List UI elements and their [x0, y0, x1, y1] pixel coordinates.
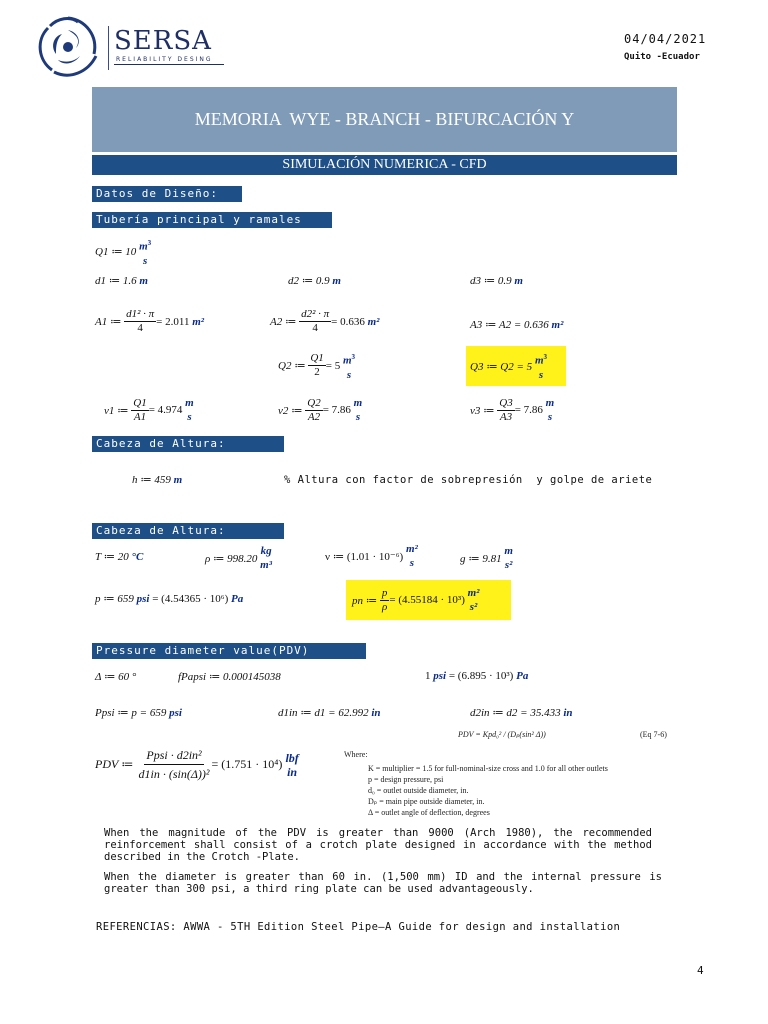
eq-v1: v1 ≔ $\frac{Q1}{A1}$ = 4.974 m s [104, 396, 194, 423]
paragraph-pdv-reinforcement: When the magnitude of the PDV is greater than 9000 (Arch 1980), the recommended reinforcement shall consist of a crotch plate designed in accordance with the method described in the Crotch -Plate. [104, 827, 652, 863]
eq-ppsi: Ppsi ≔ p = 659 psi [95, 707, 182, 719]
eq-T: T ≔ 20 °C [95, 551, 144, 563]
section-pdv: Pressure diameter value(PDV) [92, 643, 366, 659]
reference-def-k: K = multiplier = 1.5 for full-nominal-size cross and 1.0 for all other outlets [368, 764, 608, 773]
page-title: MEMORIA WYE - BRANCH - BIFURCACIÓN Y [194, 109, 575, 129]
company-logo [26, 10, 226, 85]
section-cabeza-1: Cabeza de Altura: [92, 436, 284, 452]
eq-d1: d1 ≔ 1.6 m [95, 275, 148, 287]
eq-pn-highlight: pn ≔ $\frac{p}{\rho}$ = (4.55184 · 10³) m² s² [346, 580, 511, 620]
paragraph-third-ring-plate: When the diameter is greater than 60 in. (1,500 mm) ID and the internal pressure is greater than 300 psi, a third ring plate can be used advantageously. [104, 871, 662, 895]
eq-q3-highlight: Q3 ≔ Q2 = 5 $m^3$ s [466, 346, 566, 386]
eq-d1in: d1in ≔ d1 = 62.992 in [278, 707, 381, 719]
eq-pdv: PDV ≔ $\frac{\text{Ppsi · d2in²}}{\text{d1in · (sin(Δ))²}}$ = (1.751 · 10⁴) lbf in [95, 748, 299, 781]
eq-nu: ν ≔ (1.01 · 10⁻⁶) m² s [325, 543, 418, 569]
eq-p: p ≔ 659 psi = (4.54365 · 10⁶) Pa [95, 593, 244, 605]
reference-def-p: p = design pressure, psi [368, 775, 444, 784]
subtitle-banner [92, 155, 677, 175]
logo-tagline: RELIABILITY DESING [116, 56, 213, 63]
eq-q1: Q1 ≔ 10 $m^3$ s [95, 239, 152, 267]
swirl-logo-icon [26, 10, 110, 85]
eq-d2in: d2in ≔ d2 = 35.433 in [470, 707, 573, 719]
section-datos: Datos de Diseño: [92, 186, 242, 202]
eq-fpapsi: fPapsi ≔ 0.000145038 [178, 671, 281, 683]
reference-where: Where: [344, 750, 368, 759]
reference-def-delta: Δ = outlet angle of deflection, degrees [368, 808, 490, 817]
referencias: REFERENCIAS: AWWA - 5TH Edition Steel Pipe—A Guide for design and installation [96, 921, 621, 933]
header-location: Quito -Ecuador [624, 52, 700, 62]
eq-v2: v2 ≔ $\frac{Q2}{A2}$ = 7.86 m s [278, 396, 363, 423]
eq-h: h ≔ 459 m [132, 474, 183, 486]
eq-d3: d3 ≔ 0.9 m [470, 275, 523, 287]
page-subtitle: SIMULACIÓN NUMERICA - CFD [282, 157, 487, 172]
eq-a1: A1 ≔ $\frac{\text{d1² · π}}{4}$ = 2.011 m² [95, 308, 205, 334]
reference-def-do: d₀ = outlet outside diameter, in. [368, 786, 469, 795]
reference-formula: PDV = Kpd₀² / (Dₚ(sin² Δ)) [458, 730, 546, 739]
section-cabeza-2: Cabeza de Altura: [92, 523, 284, 539]
title-banner [92, 87, 677, 152]
eq-onepsi: 1 psi = (6.895 · 10³) Pa [425, 670, 529, 682]
eq-g: g ≔ 9.81 m s² [460, 545, 513, 571]
eq-v3: v3 ≔ $\frac{Q3}{A3}$ = 7.86 m s [470, 396, 555, 423]
h-comment: % Altura con factor de sobrepresión y golpe de ariete [284, 474, 653, 486]
page-number: 4 [697, 964, 704, 977]
eq-a2: A2 ≔ $\frac{\text{d2² · π}}{4}$ = 0.636 m² [270, 308, 380, 334]
reference-figure [340, 724, 676, 824]
eq-rho: ρ ≔ 998.20 kg m³ [205, 545, 273, 571]
reference-eq-tag: (Eq 7-6) [640, 730, 667, 739]
header-date: 04/04/2021 [624, 32, 707, 46]
eq-a3: A3 ≔ A2 = 0.636 m² [470, 319, 564, 331]
eq-d2: d2 ≔ 0.9 m [288, 275, 341, 287]
logo-text: SERSA [114, 26, 212, 56]
eq-q2: Q2 ≔ $\frac{Q1}{2}$ = 5 $m^3$ s [278, 352, 356, 381]
eq-delta: Δ ≔ 60 ° [95, 671, 137, 683]
reference-def-dp: Dₚ = main pipe outside diameter, in. [368, 797, 485, 806]
section-tuberia: Tubería principal y ramales [92, 212, 332, 228]
